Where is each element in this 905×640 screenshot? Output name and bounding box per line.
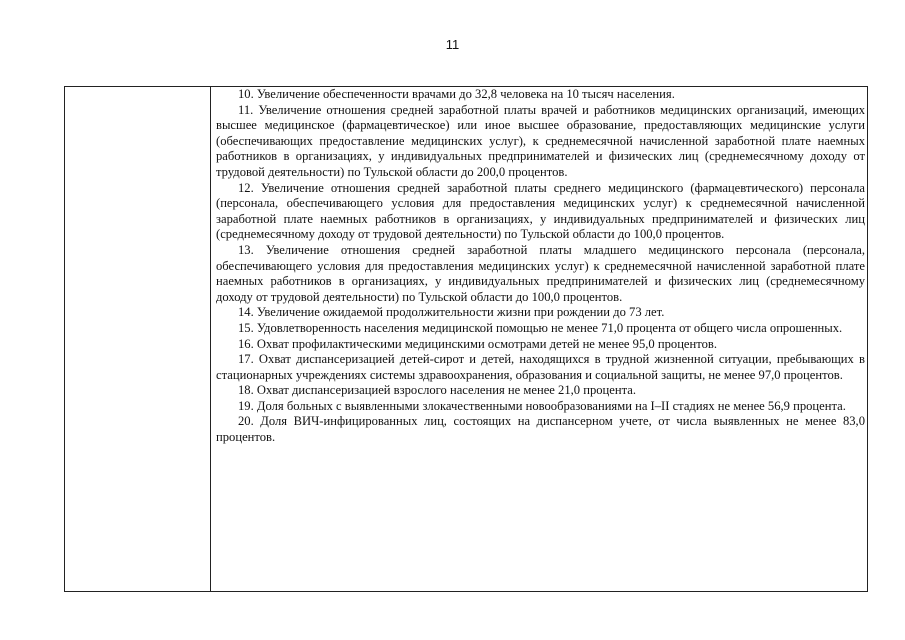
list-item: 16. Охват профилактическими медицинскими осмотрами детей не менее 95,0 процентов. (238, 336, 717, 351)
list-item: 19. Доля больных с выявленными злокачественными новообразованиями на I–II стадиях не менее 56,9 процента. (238, 398, 846, 413)
list-item: 18. Охват диспансеризацией взрослого населения не менее 21,0 процента. (238, 383, 637, 398)
table-right-cell (211, 87, 867, 591)
list-item: 10. Увеличение обеспеченности врачами до 32,8 человека на 10 тысяч населения. (238, 87, 675, 101)
list-item: 11. Увеличение отношения средней заработной платы врачей и работников медицинских организаций, имеющих высшее медицинское (фармацевтическое) или иное высшее образование, предоставляющих медицинские услуги (обеспечивающих предоставление медицинских услуг), к среднемесячной начисленной заработной плате наемных работников в организациях, у индивидуальных предпринимателей и физических лиц (среднемесячному доходу от трудовой деятельности) по Тульской области до 200,0 процентов. (216, 102, 865, 179)
list-item: 14. Увеличение ожидаемой продолжительности жизни при рождении до 73 лет. (238, 305, 665, 320)
list-item: 13. Увеличение отношения средней заработной платы младшего медицинского персонала (персонала, обеспечивающего условия для предоставления медицинских услуг) к среднемесячной начисленной заработной плате наемных работников в организациях, у индивидуальных предпринимателей и физических лиц (среднемесячному доходу от трудовой деятельности) по Тульской области до 100,0 процентов. (216, 242, 865, 304)
list-item: 15. Удовлетворенность населения медицинской помощью не менее 71,0 процента от общего числа опрошенных. (238, 320, 843, 335)
list-item: 20. Доля ВИЧ-инфицированных лиц, состоящих на диспансерном учете, от числа выявленных не менее 83,0 процентов. (216, 414, 865, 445)
page-number: 11 (445, 37, 460, 52)
content-table (64, 86, 868, 592)
list-item: 17. Охват диспансеризацией детей-сирот и детей, находящихся в трудной жизненной ситуации, пребывающих в стационарных учреждениях системы здравоохранения, образования и социальной защиты, не менее 97,0 процентов. (216, 352, 865, 382)
list-item: 12. Увеличение отношения средней заработной платы среднего медицинского (фармацевтического) персонала (персонала, обеспечивающего условия для предоставления медицинских услуг) к среднемесячной начисленной заработной плате наемных работников в организациях, у индивидуальных предпринимателей и физических лиц (среднемесячному доходу от трудовой деятельности) по Тульской области до 100,0 процентов. (216, 180, 865, 242)
table-left-cell (65, 87, 211, 591)
